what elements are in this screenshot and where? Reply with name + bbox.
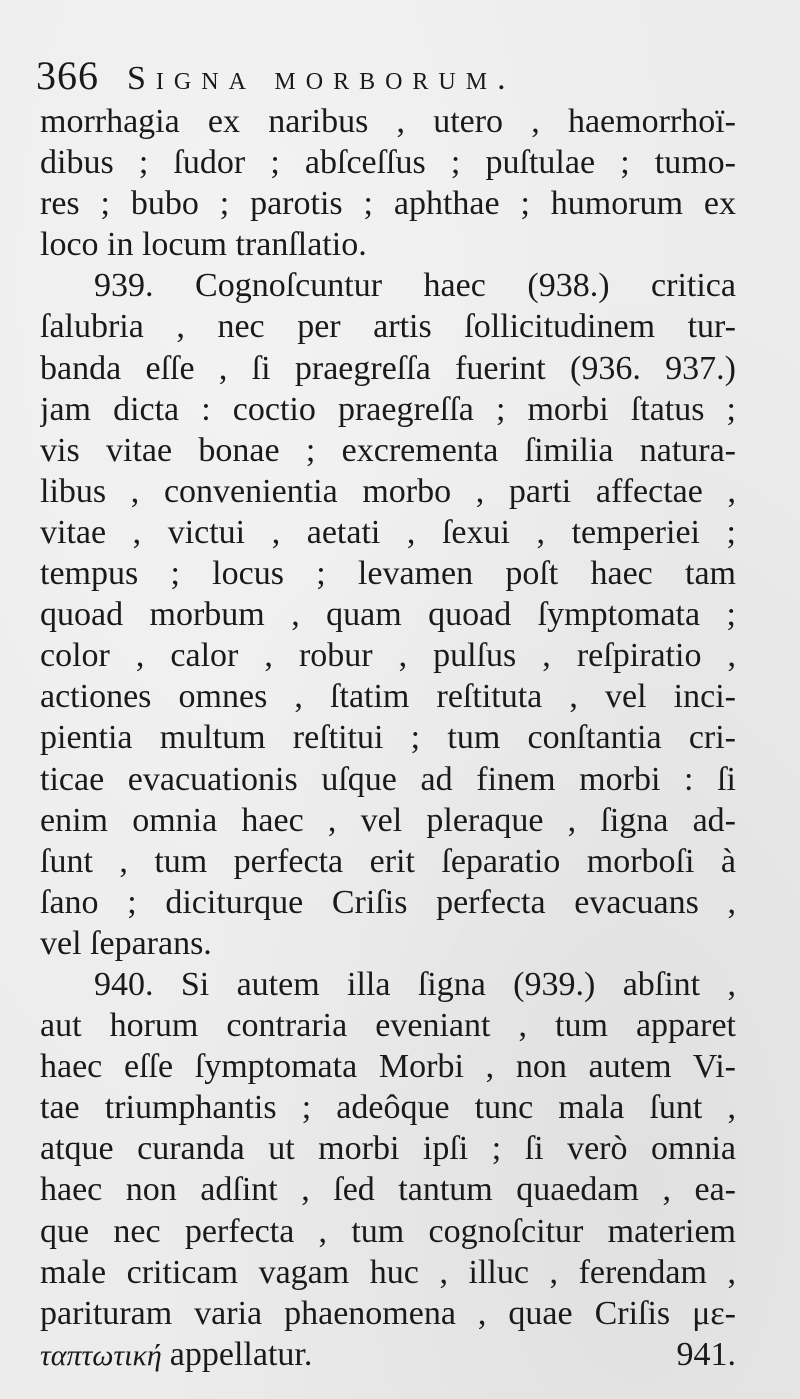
text-line: res ; bubo ; parotis ; aphthae ; humorum ex: [40, 185, 736, 223]
text-line: tae triumphantis ; adeôque tunc mala ſunt ,: [40, 1089, 736, 1127]
text-line: loco in locum tranſlatio.: [40, 226, 367, 264]
greek-word: ταπτωτική: [40, 1338, 162, 1372]
text-line: parituram varia phaenomena , quae Criſis με-: [40, 1294, 736, 1332]
final-word: appellatur.: [169, 1335, 313, 1373]
text-line: dibus ; ſudor ; abſceſſus ; puſtulae ; tumo-: [40, 144, 736, 182]
text-line: banda eſſe , ſi praegreſſa fuerint (936. 937.): [40, 349, 736, 387]
text-line: libus , convenientia morbo , parti affectae ,: [40, 472, 736, 510]
text-line: actiones omnes , ſtatim reſtituta , vel inci-: [40, 678, 736, 716]
running-head: Signa morborum.: [127, 60, 516, 97]
text-line: vitae , victui , aetati , ſexui , temperiei ;: [40, 513, 736, 551]
paragraph-940-start: 940. Si autem illa ſigna (939.) abſint ,: [94, 965, 736, 1003]
catchword: 941.: [676, 1335, 736, 1373]
text-line: haec non adſint , ſed tantum quaedam , ea-: [40, 1171, 736, 1209]
body-text: [40, 101, 736, 1375]
text-line: tempus ; locus ; levamen poſt haec tam: [40, 555, 736, 593]
text-line: aut horum contraria eveniant , tum apparet: [40, 1007, 736, 1045]
text-line: quoad morbum , quam quoad ſymptomata ;: [40, 596, 736, 634]
text-line: pientia multum reſtitui ; tum conſtantia cri-: [40, 719, 736, 757]
text-line: vel ſeparans.: [40, 924, 212, 962]
text-line: ticae evacuationis uſque ad finem morbi : ſi: [40, 760, 736, 798]
text-line: jam dicta : coctio praegreſſa ; morbi ſtatus ;: [40, 390, 736, 428]
text-line: ſunt , tum perfecta erit ſeparatio morboſi à: [40, 842, 736, 880]
text-line: morrhagia ex naribus , utero , haemorrhoï-: [40, 103, 736, 140]
paragraph-939-start: 939. Cognoſcuntur haec (938.) critica: [94, 267, 736, 305]
page-number: 366: [36, 53, 99, 98]
text-line: ſano ; diciturque Criſis perfecta evacuans ,: [40, 883, 736, 921]
text-line: vis vitae bonae ; excrementa ſimilia natura-: [40, 431, 736, 469]
text-line: haec eſſe ſymptomata Morbi , non autem Vi-: [40, 1048, 736, 1086]
final-line-text: [40, 1334, 312, 1375]
text-line: atque curanda ut morbi ipſi ; ſi verò omnia: [40, 1130, 736, 1168]
text-line: que nec perfecta , tum cognoſcitur materiem: [40, 1212, 736, 1250]
text-line: enim omnia haec , vel pleraque , ſigna ad-: [40, 801, 736, 839]
text-line: ſalubria , nec per artis ſollicitudinem tur-: [40, 308, 736, 346]
page-header: [36, 52, 756, 102]
text-line: male criticam vagam huc , illuc , ferendam ,: [40, 1253, 736, 1291]
text-line: color , calor , robur , pulſus , reſpiratio ,: [40, 637, 736, 675]
final-line: [40, 1334, 736, 1375]
